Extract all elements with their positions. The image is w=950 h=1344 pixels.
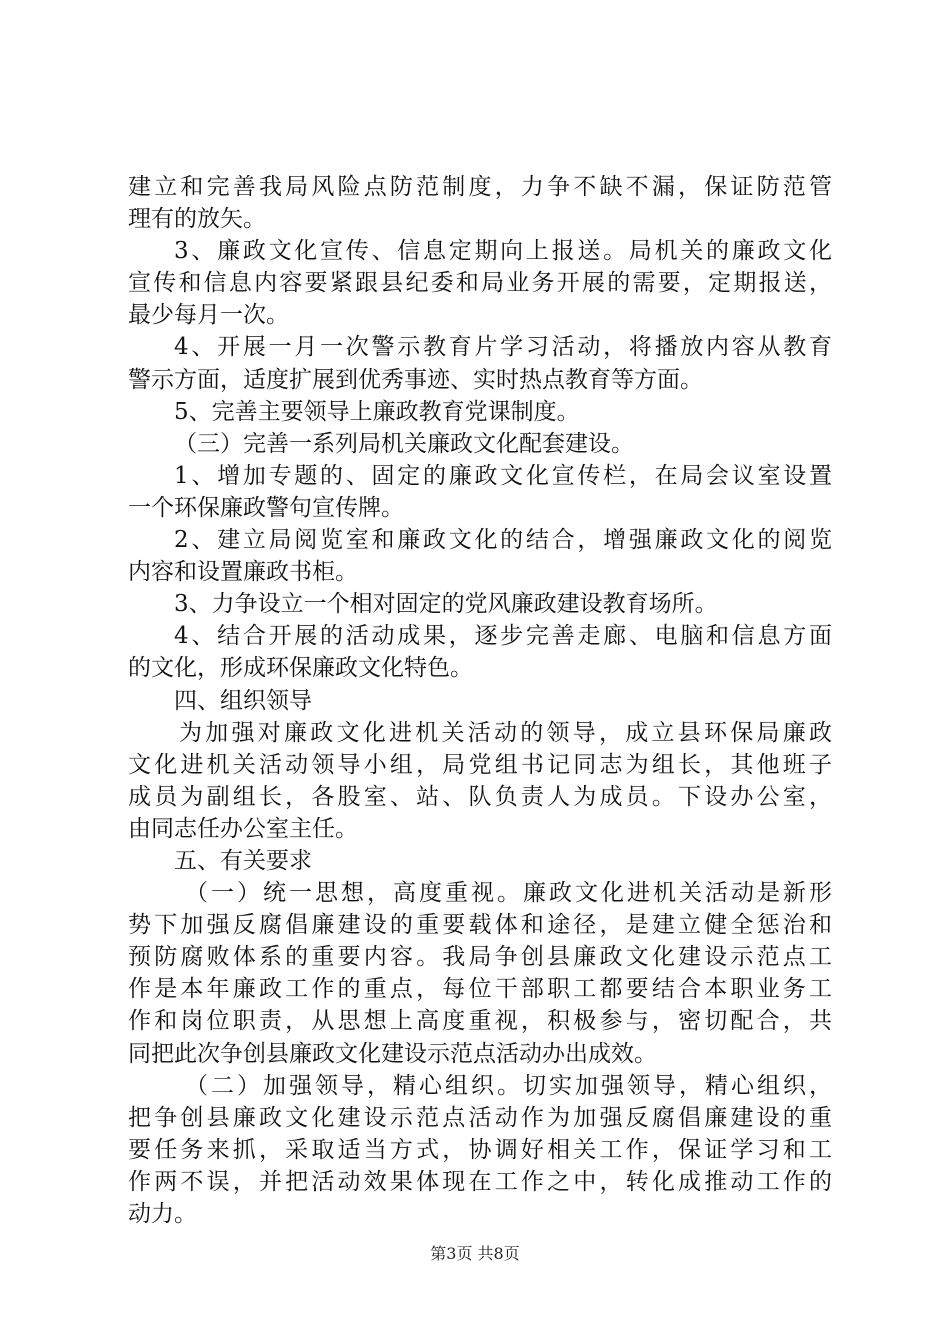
- text-line: 预防腐败体系的重要内容。我局争创县廉政文化建设示范点工: [128, 944, 832, 971]
- text-line: 的文化，形成环保廉政文化特色。: [128, 655, 473, 682]
- text-line: 为加强对廉政文化进机关活动的领导，成立县环保局廉政: [179, 719, 832, 746]
- text-line: 一个环保廉政警句宣传牌。: [128, 494, 404, 521]
- text-line: （一）统一思想，高度重视。廉政文化进机关活动是新形: [185, 880, 832, 907]
- text-line: 由同志任办公室主任。: [128, 815, 358, 842]
- text-line: 宣传和信息内容要紧跟县纪委和局业务开展的需要，定期报送，: [128, 270, 832, 297]
- text-line: 3、廉政文化宣传、信息定期向上报送。局机关的廉政文化: [174, 238, 832, 265]
- section-heading: （三）完善一系列局机关廉政文化配套建设。: [174, 430, 634, 457]
- section-heading: 五、有关要求: [174, 847, 312, 874]
- text-line: 5、完善主要领导上廉政教育党课制度。: [174, 398, 580, 425]
- document-body: [128, 171, 832, 1230]
- text-line: 同把此次争创县廉政文化建设示范点活动办出成效。: [128, 1040, 657, 1067]
- page-number: 第3页 共8页: [430, 1244, 520, 1263]
- text-line: 成员为副组长，各股室、站、队负责人为成员。下设办公室，: [128, 783, 832, 810]
- text-line: 警示方面，适度扩展到优秀事迹、实时热点教育等方面。: [128, 366, 703, 393]
- text-line: 要任务来抓，采取适当方式，协调好相关工作，保证学习和工: [128, 1136, 832, 1163]
- text-line: 内容和设置廉政书柜。: [128, 559, 358, 586]
- text-line: 作和岗位职责，从思想上高度重视，积极参与，密切配合，共: [128, 1008, 832, 1035]
- text-line: 把争创县廉政文化建设示范点活动作为加强反腐倡廉建设的重: [128, 1104, 832, 1131]
- text-line: 作两不误，并把活动效果体现在工作之中，转化成推动工作的: [128, 1168, 832, 1195]
- text-line: 2、建立局阅览室和廉政文化的结合，增强廉政文化的阅览: [174, 527, 832, 554]
- text-line: 文化进机关活动领导小组，局党组书记同志为组长，其他班子: [128, 751, 832, 778]
- text-line: 3、力争设立一个相对固定的党风廉政建设教育场所。: [174, 591, 718, 618]
- text-line: 理有的放矢。: [128, 206, 266, 233]
- section-heading: 四、组织领导: [174, 687, 312, 714]
- text-line: 动力。: [128, 1201, 197, 1227]
- text-line: 4、开展一月一次警示教育片学习活动，将播放内容从教育: [174, 334, 832, 361]
- text-line: 1、增加专题的、固定的廉政文化宣传栏，在局会议室设置: [174, 462, 832, 489]
- text-line: （二）加强领导，精心组织。切实加强领导，精心组织，: [185, 1072, 832, 1099]
- text-line: 作是本年廉政工作的重点，每位干部职工都要结合本职业务工: [128, 976, 832, 1003]
- text-line: 建立和完善我局风险点防范制度，力争不缺不漏，保证防范管: [128, 174, 832, 200]
- text-line: 4、结合开展的活动成果，逐步完善走廊、电脑和信息方面: [174, 623, 832, 650]
- text-line: 最少每月一次。: [128, 302, 289, 329]
- text-line: 势下加强反腐倡廉建设的重要载体和途径，是建立健全惩治和: [128, 912, 832, 939]
